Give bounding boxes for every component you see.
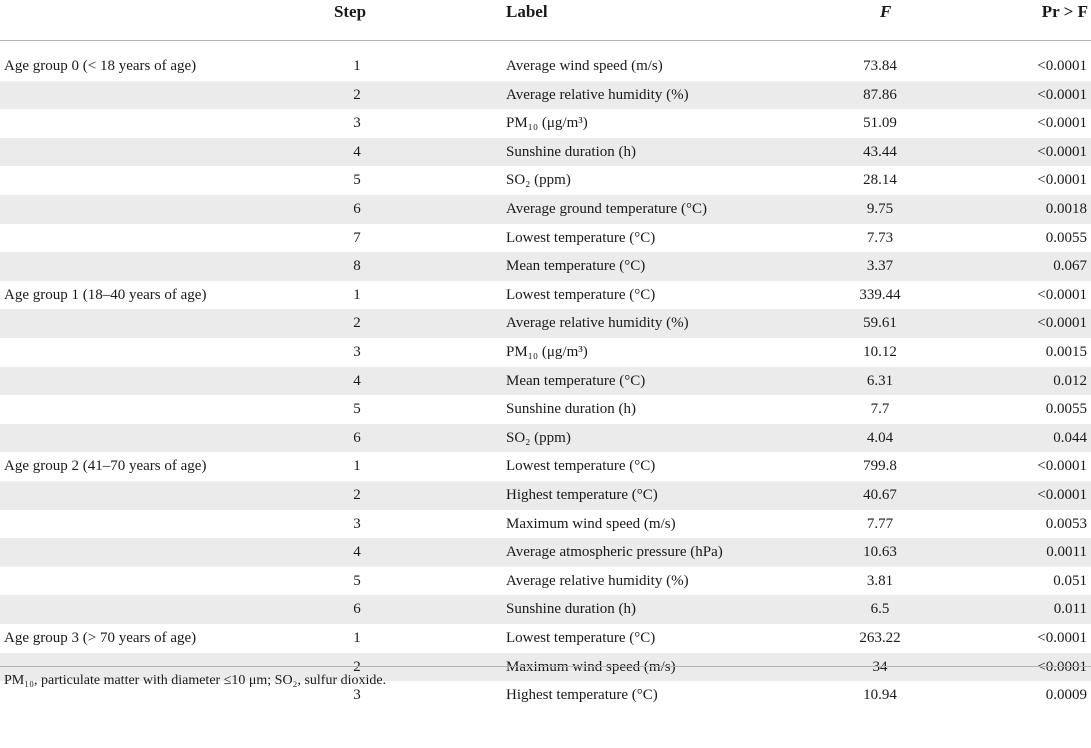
cell-p-value: 0.012 xyxy=(1053,372,1087,389)
cell-label: Lowest temperature (°C) xyxy=(506,286,656,303)
cell-step: 2 xyxy=(353,86,361,103)
cell-p-value: 0.0053 xyxy=(1045,515,1087,532)
cell-p-value: <0.0001 xyxy=(1037,630,1087,646)
cell-step: 6 xyxy=(353,601,361,618)
cell-step: 3 xyxy=(353,687,361,704)
cell-f-value: 7.73 xyxy=(866,229,894,246)
cell-p-value: 0.067 xyxy=(1053,258,1087,275)
cell-f-value: 3.81 xyxy=(866,572,894,589)
cell-step: 4 xyxy=(353,372,361,389)
cell-f-value: 4.04 xyxy=(866,429,894,446)
table-row xyxy=(0,595,1091,624)
cell-step: 6 xyxy=(353,429,361,446)
cell-label: Average ground temperature (°C) xyxy=(506,201,708,217)
cell-p-value: 0.0055 xyxy=(1045,229,1087,246)
cell-step: 3 xyxy=(353,515,361,532)
cell-label: Sunshine duration (h) xyxy=(506,601,636,618)
cell-f-value: 43.44 xyxy=(863,143,897,160)
cell-p-value: 0.044 xyxy=(1053,429,1087,446)
cell-step: 2 xyxy=(353,487,361,503)
cell-age-group: Age group 0 (< 18 years of age) xyxy=(4,58,197,74)
cell-label: SO₂ (ppm) xyxy=(506,429,571,446)
cell-f-value: 40.67 xyxy=(863,487,897,503)
cell-label: Lowest temperature (°C) xyxy=(506,630,656,646)
header-p-value: Pr > F xyxy=(1041,2,1088,21)
cell-p-value: <0.0001 xyxy=(1037,458,1087,475)
cell-f-value: 6.31 xyxy=(866,372,894,389)
cell-step: 4 xyxy=(353,143,361,160)
cell-step: 2 xyxy=(353,658,361,675)
table-row xyxy=(0,338,1091,367)
footnote-text: PM₁₀, particulate matter with diameter ≤10 μm; SO₂, sulfur dioxide. xyxy=(4,673,387,688)
header-f: F xyxy=(880,2,892,21)
table-row xyxy=(0,624,1091,653)
cell-p-value: 0.051 xyxy=(1053,572,1087,589)
table-row xyxy=(0,138,1091,167)
table-row xyxy=(0,166,1091,195)
table-row xyxy=(0,109,1091,138)
cell-f-value: 799.8 xyxy=(863,458,897,475)
cell-f-value: 3.37 xyxy=(866,258,894,275)
cell-step: 1 xyxy=(353,458,361,475)
cell-step: 8 xyxy=(353,258,361,275)
cell-p-value: 0.0015 xyxy=(1045,344,1087,360)
cell-f-value: 339.44 xyxy=(859,286,901,303)
cell-f-value: 51.09 xyxy=(863,115,897,132)
cell-age-group: Age group 1 (18–40 years of age) xyxy=(4,286,207,303)
table-row xyxy=(0,510,1091,539)
cell-f-value: 87.86 xyxy=(863,86,897,103)
cell-p-value: 0.011 xyxy=(1053,601,1087,618)
cell-age-group: Age group 3 (> 70 years of age) xyxy=(4,630,197,646)
table-row xyxy=(0,281,1091,310)
cell-p-value: <0.0001 xyxy=(1037,172,1087,189)
cell-step: 4 xyxy=(353,544,361,561)
cell-label: Mean temperature (°C) xyxy=(506,258,646,275)
table-row xyxy=(0,195,1091,224)
cell-f-value: 263.22 xyxy=(859,630,901,646)
cell-step: 7 xyxy=(353,229,361,246)
cell-f-value: 10.12 xyxy=(863,344,897,360)
cell-f-value: 73.84 xyxy=(863,58,897,74)
cell-f-value: 9.75 xyxy=(866,201,894,217)
table-row xyxy=(0,538,1091,567)
cell-label: SO₂ (ppm) xyxy=(506,172,571,189)
table-row xyxy=(0,395,1091,424)
table-row xyxy=(0,252,1091,281)
cell-p-value: <0.0001 xyxy=(1037,143,1087,160)
cell-label: Highest temperature (°C) xyxy=(506,687,658,704)
header-label: Label xyxy=(506,2,548,21)
table-row xyxy=(0,567,1091,596)
cell-label: Highest temperature (°C) xyxy=(506,487,658,503)
cell-label: Maximum wind speed (m/s) xyxy=(506,658,676,675)
cell-p-value: <0.0001 xyxy=(1037,115,1087,132)
cell-label: Average relative humidity (%) xyxy=(506,572,689,589)
cell-step: 5 xyxy=(353,401,361,418)
cell-f-value: 28.14 xyxy=(863,172,897,189)
cell-step: 5 xyxy=(353,172,361,189)
cell-step: 6 xyxy=(353,201,361,217)
cell-age-group: Age group 2 (41–70 years of age) xyxy=(4,458,207,475)
cell-step: 1 xyxy=(353,286,361,303)
cell-f-value: 10.94 xyxy=(863,687,897,704)
cell-label: PM₁₀ (μg/m³) xyxy=(506,344,588,360)
cell-label: Average wind speed (m/s) xyxy=(506,58,663,74)
table-header: Step Label F Pr > F xyxy=(0,0,1091,41)
cell-label: Sunshine duration (h) xyxy=(506,143,636,160)
cell-step: 5 xyxy=(353,572,361,589)
cell-f-value: 10.63 xyxy=(863,544,897,561)
table-row xyxy=(0,309,1091,338)
cell-f-value: 59.61 xyxy=(863,315,897,332)
cell-step: 3 xyxy=(353,115,361,132)
table-row xyxy=(0,452,1091,481)
cell-f-value: 6.5 xyxy=(870,601,890,618)
table-row xyxy=(0,52,1091,81)
cell-step: 2 xyxy=(353,315,361,332)
cell-step: 1 xyxy=(353,58,361,74)
cell-f-value: 7.77 xyxy=(866,515,894,532)
cell-label: PM₁₀ (μg/m³) xyxy=(506,115,588,132)
cell-label: Sunshine duration (h) xyxy=(506,401,636,418)
table-row xyxy=(0,424,1091,453)
table-row xyxy=(0,81,1091,110)
cell-label: Average atmospheric pressure (hPa) xyxy=(506,544,723,561)
cell-label: Average relative humidity (%) xyxy=(506,86,689,103)
cell-p-value: <0.0001 xyxy=(1037,315,1087,332)
table-row xyxy=(0,481,1091,510)
cell-label: Average relative humidity (%) xyxy=(506,315,689,332)
table-row xyxy=(0,367,1091,396)
table-row xyxy=(0,224,1091,253)
cell-step: 1 xyxy=(353,630,361,646)
cell-p-value: <0.0001 xyxy=(1037,658,1087,675)
cell-p-value: <0.0001 xyxy=(1037,86,1087,103)
cell-label: Lowest temperature (°C) xyxy=(506,458,656,475)
cell-p-value: 0.0055 xyxy=(1045,401,1087,418)
cell-step: 3 xyxy=(353,344,361,360)
cell-p-value: <0.0001 xyxy=(1037,487,1087,503)
cell-p-value: <0.0001 xyxy=(1037,58,1087,74)
cell-label: Mean temperature (°C) xyxy=(506,372,646,389)
cell-p-value: 0.0018 xyxy=(1045,201,1087,217)
cell-p-value: 0.0009 xyxy=(1045,687,1087,704)
cell-f-value: 7.7 xyxy=(870,401,890,418)
cell-p-value: <0.0001 xyxy=(1037,286,1087,303)
cell-p-value: 0.0011 xyxy=(1046,544,1087,561)
cell-label: Lowest temperature (°C) xyxy=(506,229,656,246)
cell-label: Maximum wind speed (m/s) xyxy=(506,515,676,532)
cell-f-value: 34 xyxy=(872,658,888,675)
